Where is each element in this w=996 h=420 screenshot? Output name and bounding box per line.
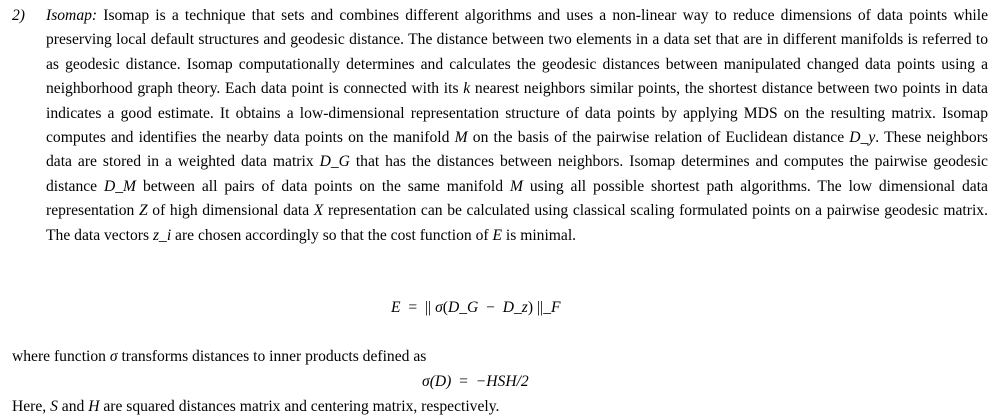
here-line	[12, 395, 499, 419]
text-segment: is minimal.	[502, 226, 577, 244]
term-isomap: Isomap:	[46, 7, 98, 24]
text-segment: are squared distances matrix and centering matrix, respectively.	[99, 398, 500, 415]
eq-paren-open: (	[442, 299, 448, 316]
text-segment: of high dimensional data	[147, 202, 314, 220]
text-segment: nearest neighbors similar points, the shortest distance between two points in data indicates a good estimate. It obtains a low-dimensional representation structure of data points by applying MDS on the resulting matrix. Isomap computes and identifies the nearby data points on the manifold	[46, 80, 988, 147]
math-z-i: z_i	[152, 226, 172, 244]
math-e: E	[492, 226, 502, 244]
math-d-m: D_M	[104, 177, 137, 195]
math-s: S	[50, 398, 58, 415]
text-segment: representation can be calculated using classical scaling formulated points on a pairwise geodesic matrix. The data vectors	[46, 202, 988, 244]
item-number: 2)	[12, 7, 25, 24]
list-item-isomap	[12, 4, 988, 248]
text-segment: and	[57, 398, 89, 415]
text-segment: . These neighbors data are stored in a weighted data matrix	[46, 129, 988, 171]
math-manifold-m: M	[509, 177, 523, 195]
eq-lhs: E	[391, 299, 401, 316]
eq-sigma: σ	[435, 299, 443, 316]
eq-d-g: D_G	[447, 299, 479, 316]
math-d-y: D_y	[849, 129, 876, 147]
eq-paren-close: )	[527, 299, 537, 316]
math-h: H	[88, 398, 100, 415]
text-segment: are chosen accordingly so that the cost function of	[171, 226, 493, 244]
text-segment: transforms distances to inner products defined as	[117, 348, 427, 365]
math-manifold-m: M	[454, 129, 468, 147]
eq-lhs: σ(D)	[422, 373, 452, 390]
text-segment: Isomap is a technique that sets and combines different algorithms and uses a non-linear way to reduce dimensions of data points while preserving local default structures and geodesic distance. The distance between two elements in a data set that are in different manifolds is referred to as geodesic distance. Isomap computationally determines and calculates the geodesic distances between manipulated changed data points using a neighborhood graph theory. Each data point is connected with its	[46, 7, 988, 98]
equation-sigma	[422, 370, 529, 394]
eq-subscript-f: _F	[543, 299, 561, 316]
eq-norm-close: ||	[536, 299, 544, 316]
eq-norm-open: ||	[424, 299, 436, 316]
eq-minus: −	[478, 299, 503, 316]
eq-equals: =	[451, 373, 476, 390]
text-segment: using all possible shortest path algorithms. The low dimensional data representation	[46, 177, 988, 220]
math-sigma: σ	[109, 348, 118, 365]
where-line	[12, 345, 426, 369]
text-segment: Here,	[12, 398, 51, 415]
text-segment: on the basis of the pairwise relation of Euclidean distance	[467, 129, 850, 147]
text-segment: where function	[12, 348, 110, 365]
isomap-paragraph	[46, 4, 988, 248]
eq-d-z: D_z	[502, 299, 528, 316]
math-k: k	[463, 80, 471, 98]
text-segment: that has the distances between neighbors. Isomap determines and computes the pairwise geodesic distance	[46, 153, 988, 195]
eq-equals: =	[400, 299, 425, 316]
math-z: Z	[138, 202, 148, 220]
eq-rhs: −HSH/2	[475, 373, 529, 390]
math-d-g: D_G	[319, 153, 350, 171]
equation-cost-function	[391, 296, 561, 320]
text-segment: between all pairs of data points on the same manifold	[136, 177, 510, 195]
math-x: X	[313, 202, 324, 220]
